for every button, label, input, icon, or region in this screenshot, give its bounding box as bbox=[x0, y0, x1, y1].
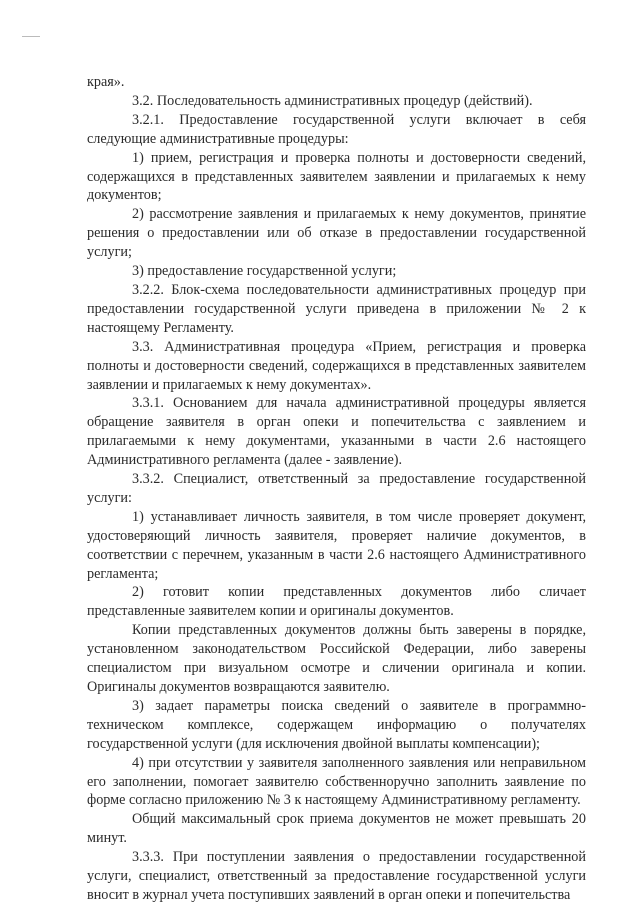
paragraph-3-2-1: 3.2.1. Предоставление государственной услуги включает в себя следующие административные процедуры: bbox=[87, 111, 586, 147]
paragraph-3-2-2: 3.2.2. Блок-схема последовательности административных процедур при предоставлении государственной услуги приведена в приложении № 2 к настоящему Регламенту. bbox=[87, 281, 586, 336]
paragraph-max-time: Общий максимальный срок приема документов не может превышать 20 минут. bbox=[87, 811, 586, 847]
paragraph-3-3-1: 3.3.1. Основанием для начала административной процедуры является обращение заявителя в орган опеки и попечительства с заявлением и прилагаемыми к нему документами, указанными в части 2.6 настоящего Административного регламента (далее - заявление). bbox=[87, 395, 586, 469]
list-item-establish-identity: 1) устанавливает личность заявителя, в том числе проверяет документ, удостоверяющий личность заявителя, проверяет наличие документов, в соответствии с перечнем, указанным в части 2.6 настоящего Административного регламента; bbox=[87, 508, 586, 582]
list-item-1: 1) прием, регистрация и проверка полноты и достоверности сведений, содержащихся в представленных заявителем заявлении и прилагаемых к нему документов; bbox=[87, 149, 586, 204]
list-item-2: 2) рассмотрение заявления и прилагаемых к нему документов, принятие решения о предоставлении или об отказе в предоставлении государственной услуги; bbox=[87, 206, 586, 261]
list-item-help-fill: 4) при отсутствии у заявителя заполненного заявления или неправильном его заполнении, помогает заявителю собственноручно заполнить заявление по форме согласно приложению № 3 к настоящему Административному регламенту. bbox=[87, 754, 586, 809]
scan-mark bbox=[22, 36, 40, 37]
paragraph-3-2: 3.2. Последовательность административных процедур (действий). bbox=[132, 92, 533, 109]
list-item-prepare-copies: 2) готовит копии представленных документов либо сличает представленные заявителем копии и оригиналы документов. bbox=[87, 584, 586, 620]
paragraph-3-3-2: 3.3.2. Специалист, ответственный за предоставление государственной услуги: bbox=[87, 471, 586, 506]
list-item-search-params: 3) задает параметры поиска сведений о заявителе в программно-техническом комплексе, содержащем информацию о получателях государственной услуги (для исключения двойной выплаты компенсации); bbox=[87, 697, 586, 752]
paragraph-3-3-3: 3.3.3. При поступлении заявления о предоставлении государственной услуги, специалист, ответственный за предоставление государственной услуги вносит в журнал учета поступивших заявлений в орган опеки и попечительства bbox=[87, 849, 586, 903]
paragraph-copies-certified: Копии представленных документов должны быть заверены в порядке, установленном законодательством Российской Федерации, либо заверены специалистом при визуальном осмотре и сличении оригинала и копии. Оригиналы документов возвращаются заявителю. bbox=[87, 622, 586, 695]
list-item-3: 3) предоставление государственной услуги; bbox=[132, 263, 397, 280]
document-body bbox=[87, 73, 586, 905]
paragraph-3-3: 3.3. Административная процедура «Прием, регистрация и проверка полноты и достоверности сведений, содержащихся в представленных заявителем заявлении и прилагаемых к нему документах». bbox=[87, 338, 586, 393]
paragraph-kraya: края». bbox=[87, 74, 125, 90]
